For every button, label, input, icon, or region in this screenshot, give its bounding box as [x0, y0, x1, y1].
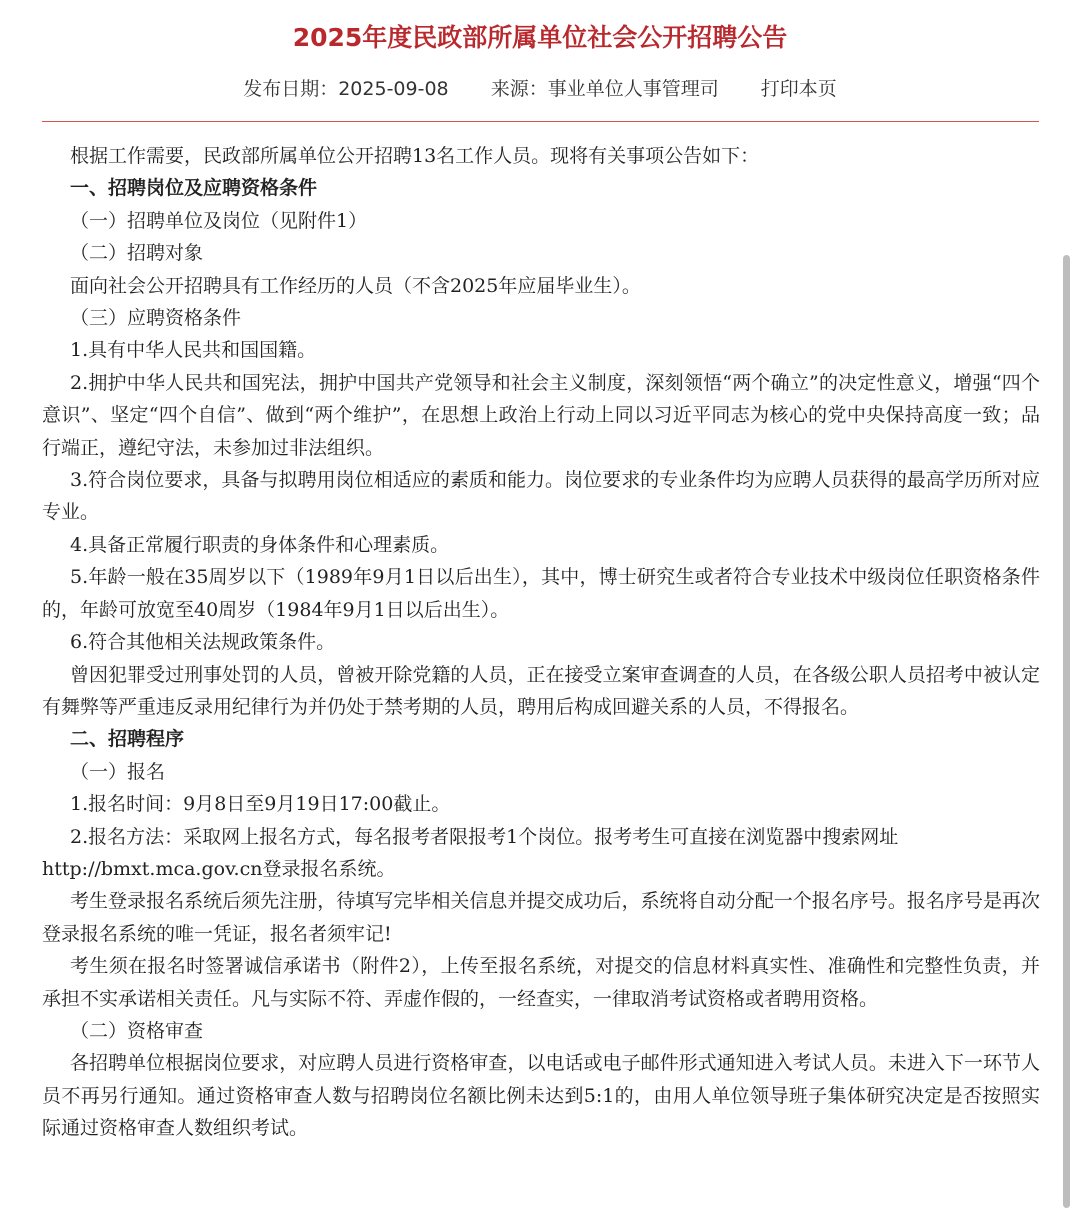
print-page-link[interactable]: 打印本页 [760, 78, 837, 100]
article-body [42, 140, 1040, 1145]
registration-method: 2.报名方法：采取网上报名方式，每名报考者限报考1个岗位。报考考生可直接在浏览器中搜索网址 [70, 825, 899, 848]
publish-date: 发布日期：2025-09-08 [243, 78, 449, 100]
article-meta [0, 72, 1080, 106]
subheading-review: （二）资格审查 [70, 1019, 204, 1042]
registration-time: 1.报名时间：9月8日至9月19日17:00截止。 [70, 793, 451, 816]
page-title: 2025年度民政部所属单位社会公开招聘公告 [292, 23, 788, 52]
requirement-6: 6.符合其他相关法规政策条件。 [70, 631, 336, 654]
requirement-2: 2.拥护中华人民共和国宪法，拥护中国共产党领导和社会主义制度，深刻领悟“两个确立”的决定性意义，增强“四个意识”、坚定“四个自信”、做到“两个维护”，在思想上政治上行动上同以习近平同志为核心的党中央保持高度一致；品行端正，遵纪守法，未参加过非法组织。 [42, 371, 1040, 459]
subheading-registration: （一）报名 [70, 760, 166, 783]
registration-url-line: http://bmxt.mca.gov.cn登录报名系统。 [42, 857, 396, 880]
intro-paragraph: 根据工作需要，民政部所属单位公开招聘13名工作人员。现将有关事项公告如下： [70, 145, 760, 167]
exclusion-paragraph: 曾因犯罪受过刑事处罚的人员，曾被开除党籍的人员，正在接受立案审查调查的人员，在各级公职人员招考中被认定有舞弊等严重违反录用纪律行为并仍处于禁考期的人员，聘用后构成回避关系的人员，不得报名。 [42, 663, 1040, 718]
article-source: 来源：事业单位人事管理司 [490, 78, 719, 100]
requirement-3: 3.符合岗位要求，具备与拟聘用岗位相适应的素质和能力。岗位要求的专业条件均为应聘人员获得的最高学历所对应专业。 [42, 469, 1040, 524]
subheading-requirements: （三）应聘资格条件 [70, 307, 242, 330]
subheading-target: （二）招聘对象 [70, 242, 204, 265]
requirement-4: 4.具备正常履行职责的身体条件和心理素质。 [70, 533, 450, 556]
review-paragraph: 各招聘单位根据岗位要求，对应聘人员进行资格审查，以电话或电子邮件形式通知进入考试人员。未进入下一环节人员不再另行通知。通过资格审查人数与招聘岗位名额比例未达到5:1的，由用人单位领导班子集体研究决定是否按照实际通过资格审查人数组织考试。 [42, 1052, 1040, 1140]
section-heading-procedure: 二、招聘程序 [70, 728, 185, 751]
integrity-pledge: 考生须在报名时签署诚信承诺书（附件2），上传至报名系统，对提交的信息材料真实性、准确性和完整性负责，并承担不实承诺相关责任。凡与实际不符、弄虚作假的，一经查实，一律取消考试资格或者聘用资格。 [42, 955, 1040, 1010]
subheading-units: （一）招聘单位及岗位（见附件1） [70, 209, 368, 232]
title-divider [42, 121, 1039, 122]
requirement-5: 5.年龄一般在35周岁以下（1989年9月1日以后出生），其中，博士研究生或者符合专业技术中级岗位任职资格条件的，年龄可放宽至40周岁（1984年9月1日以后出生）。 [42, 566, 1040, 621]
target-paragraph: 面向社会公开招聘具有工作经历的人员（不含2025年应届毕业生）。 [70, 274, 641, 297]
scrollbar-thumb[interactable] [1063, 255, 1070, 1208]
section-heading-positions: 一、招聘岗位及应聘资格条件 [70, 177, 318, 200]
registration-account: 考生登录报名系统后须先注册，待填写完毕相关信息并提交成功后，系统将自动分配一个报名序号。报名序号是再次登录报名系统的唯一凭证，报名者须牢记! [42, 890, 1040, 945]
requirement-1: 1.具有中华人民共和国国籍。 [70, 339, 317, 362]
